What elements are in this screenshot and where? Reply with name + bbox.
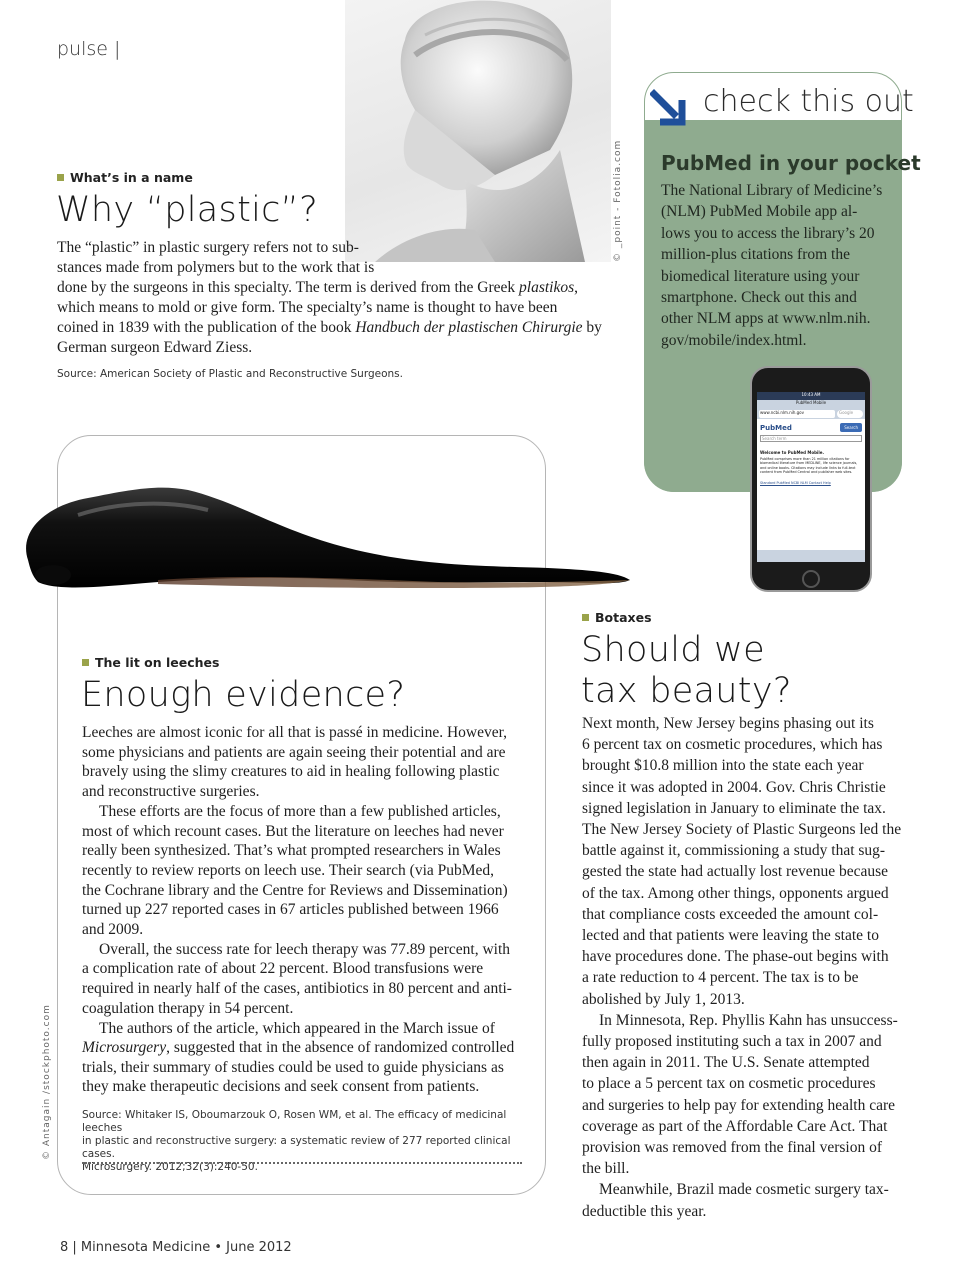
text-line: then again in 2011. The U.S. Senate attempted: [582, 1054, 870, 1072]
phone-screen: [757, 392, 865, 562]
text-line: some physicians and patients are again seeing their potential and are: [82, 743, 506, 761]
plastic-body: The “plastic” in plastic surgery refers not to sub- stances made from polymers but to the work that is done by the surgeons in this specialty. The term is derived from the Greek plastikos, which means to mold or give form. The specialty’s name is thought to have been coined in 1839 with the publication of the book Handbuch der plastischen Chirurgie by German surgeon Edward Ziess.: [57, 239, 602, 356]
phone-url-bar: www.ncbi.nlm.nih.gov: [759, 410, 835, 418]
leech-photo-credit: © Antagain /stockphoto.com: [42, 1004, 52, 1160]
text-line: brought $10.8 million into the state each year: [582, 757, 864, 775]
plastic-source: Source: American Society of Plastic and Reconstructive Surgeons.: [57, 368, 403, 380]
text-line: turned up 227 reported cases in 67 articles published between 1966: [82, 901, 499, 919]
statue-photo-credit: © _point - Fotolia.com: [613, 139, 623, 262]
statue-photo: [345, 0, 611, 262]
text-line: bravely using the slimy creatures to aid in healing following plastic: [82, 763, 500, 781]
text-line: a rate reduction to 4 percent. The tax is to be: [582, 969, 859, 987]
text-line: coagulation therapy in 54 percent.: [82, 999, 294, 1017]
text-line: required in nearly half of the cases, antibiotics in 80 percent and anti-: [82, 980, 512, 998]
text-line: smartphone. Check out this and: [661, 289, 857, 307]
text-line: lows you to access the library’s 20: [661, 224, 875, 242]
text-line: that compliance costs exceeded the amount col-: [582, 905, 879, 923]
text-line: fully proposed instituting such a tax in 2007 and: [582, 1033, 882, 1051]
text-line: The authors of the article, which appeared in the March issue of: [99, 1019, 495, 1037]
check-this-out-title: check this out: [703, 84, 914, 119]
text-line: really been synthesized. That’s what prompted researchers in Wales: [82, 842, 501, 860]
text-line: (NLM) PubMed Mobile app al-: [661, 203, 858, 221]
text-line: coverage as part of the Affordable Care Act. That: [582, 1117, 888, 1135]
leeches-kicker: The lit on leeches: [82, 655, 219, 670]
text-line: and reconstructive surgeries.: [82, 783, 260, 801]
leeches-source: [82, 1109, 527, 1174]
text-line: Source: Whitaker IS, Oboumarzouk O, Rosen WM, et al. The efficacy of medicinal leeches: [82, 1109, 507, 1134]
phone-pubmed-logo: PubMed: [760, 423, 792, 432]
phone-home-button: [802, 570, 820, 588]
kicker-square-icon: [82, 659, 89, 666]
phone-app-title: PubMed Mobile: [757, 400, 865, 409]
text-line: and surgeries to help pay for extending health care: [582, 1096, 896, 1114]
text-line: to place a 5 percent tax on cosmetic procedures: [582, 1075, 876, 1093]
text-line: These efforts are the focus of more than a few published articles,: [99, 802, 501, 820]
phone-search-field: Search term: [760, 435, 862, 442]
text-line: lected and that patients were leaving the state to: [582, 927, 879, 945]
text-line: In Minnesota, Rep. Phyllis Kahn has unsuccess-: [599, 1011, 898, 1029]
plastic-kicker: What’s in a name: [57, 170, 193, 185]
text-line: Overall, the success rate for leech therapy was 77.89 percent, with: [99, 940, 511, 958]
phone-description: PubMed comprises more than 21 million citations for biomedical literature from MEDLINE, life science journals, and online books. Citations may include links to full-text content from PubMed Central and publisher web sites.: [760, 457, 858, 475]
text-line: a complication rate of about 22 percent. Blood transfusions were: [82, 960, 484, 978]
pubmed-heading: PubMed in your pocket: [661, 151, 921, 175]
text-line: the bill.: [582, 1160, 630, 1178]
text-line: Microsurgery. 2012;32(3):240-50.: [82, 1161, 258, 1173]
botaxes-kicker: Botaxes: [582, 610, 652, 625]
text-line: most of which recount cases. But the literature on leeches had never: [82, 822, 504, 840]
botaxes-headline: Should we tax beauty?: [581, 630, 792, 711]
text-line: other NLM apps at www.nlm.nih.: [661, 310, 871, 328]
leeches-headline: Enough evidence?: [81, 675, 406, 715]
section-label: pulse |: [57, 38, 121, 60]
leech-photo: [18, 470, 638, 605]
text-line: deductible this year.: [582, 1202, 707, 1220]
text-line: have procedures done. The phase-out begins with: [582, 948, 889, 966]
text-line: Leeches are almost iconic for all that is passé in medicine. However,: [82, 724, 508, 741]
leeches-body: [82, 723, 527, 1038]
pubmed-body: [661, 180, 896, 351]
text-line: gov/mobile/index.html.: [661, 331, 807, 349]
text-line: million-plus citations from the: [661, 246, 850, 264]
text-line: battle against it, commissioning a study that sug-: [582, 842, 886, 860]
text-line: provision was removed from the final version of: [582, 1139, 883, 1157]
text-line: signed legislation in January to eliminate the tax.: [582, 799, 886, 817]
text-line: the Cochrane library and the Centre for Reviews and Dissemination): [82, 881, 508, 899]
dotted-divider: [82, 1162, 522, 1164]
arrow-icon: [650, 88, 688, 133]
phone-toolbar: [757, 550, 865, 562]
phone-search-button: Search: [840, 423, 862, 432]
text-line: gested the state had actually lost revenue because: [582, 863, 888, 881]
phone-google-field: Google: [837, 410, 863, 418]
text-line: biomedical literature using your: [661, 267, 860, 285]
botaxes-body: [582, 713, 912, 1222]
text-line: The National Library of Medicine’s: [661, 182, 883, 199]
text-line: 6 percent tax on cosmetic procedures, which has: [582, 736, 883, 754]
text-line: Next month, New Jersey begins phasing out its: [582, 715, 874, 732]
text-line: of the tax. Among other things, opponents argued: [582, 884, 889, 902]
text-line: abolished by July 1, 2013.: [582, 990, 745, 1008]
text-line: Meanwhile, Brazil made cosmetic surgery tax-: [599, 1181, 889, 1199]
kicker-square-icon: [57, 174, 64, 181]
text-line: and 2009.: [82, 921, 144, 939]
phone-links: Standard PubMed NCBI NLM Contact Help: [760, 480, 831, 485]
smartphone-image: [750, 366, 872, 592]
phone-welcome: Welcome to PubMed Mobile.: [760, 450, 824, 455]
text-line: since it was adopted in 2004. Gov. Chris Christie: [582, 778, 886, 796]
text-line: The New Jersey Society of Plastic Surgeons led the: [582, 821, 902, 839]
text-line: in plastic and reconstructive surgery: a systematic review of 277 reported clinical cases.: [82, 1135, 511, 1160]
page-footer: 8 | Minnesota Medicine • June 2012: [60, 1240, 292, 1255]
leeches-body-end: Microsurgery, suggested that in the absence of randomized controlled trials, their summary of studies could be used to guide physicians as they make therapeutic decisions and seek consent from patients.: [82, 1039, 515, 1096]
plastic-headline: Why “plastic”?: [56, 190, 318, 230]
text-line: recently to review reports on leech use. Their search (via PubMed,: [82, 861, 495, 879]
phone-status-bar: 10:43 AM: [757, 392, 865, 400]
kicker-square-icon: [582, 614, 589, 621]
